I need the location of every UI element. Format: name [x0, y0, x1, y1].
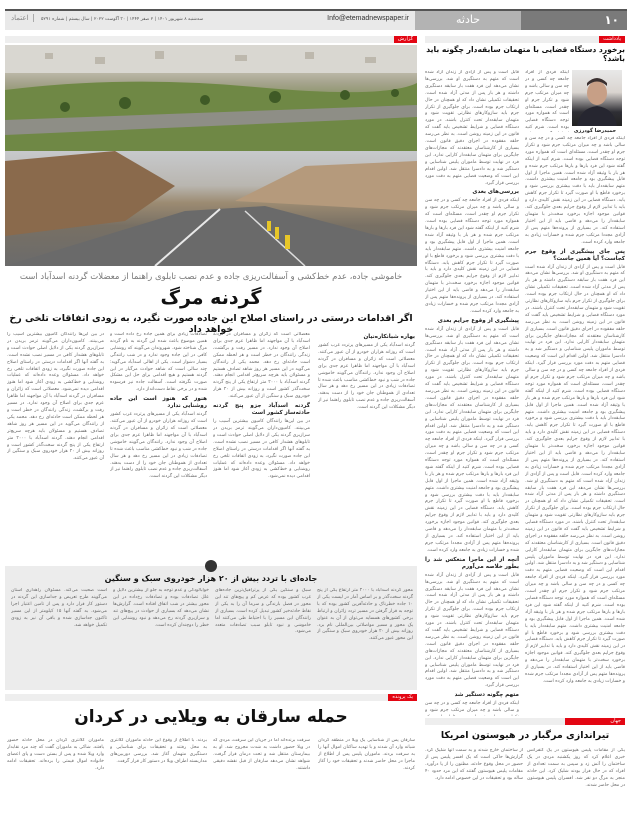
newspaper-logo: اعتماد	[11, 14, 34, 22]
box-title: جاده‌ای با تردد بیش از ۲۰ هزار خودروی سبک و سنگین	[104, 574, 318, 583]
note-label-bar	[425, 36, 625, 43]
column-text: قابل است و پس از آزادی از زندان آزاد شده است که متهم به دستگیری او شد. بررسی‌ها نشان می‌دهد این فرد هفت بار سابقه دستگیری داشته و هر بار پس از مدتی آزاد شده است. تحقیقات تکمیلی نشان داد که او همچنان در حال ارتکاب جرم بوده است. برای جلوگیری از تکرار جرم باید سازوکارهای نظارتی تقویت شود و متهمان سابقه‌دار تحت کنترل باشند. در مورد دستگاه قضایی و شرایط تشخیص باید گفت که قانون در این زمینه روشن است. به نظر می‌رسد حلقه مفقوده در اجرای دقیق قانون است. بسیاری از کارشناسان معتقدند که مجازات‌های جایگزین برای متهمان سابقه‌دار کارایی ندارد. این فرد در نهایت توسط ماموران پلیس شناسایی و دستگیر شد و به دادسرا منتقل شد. اولین اقدام این است که وضعیت قضایی متهم به دقت مورد بررسی قرار گیرد.	[425, 70, 519, 186]
author-name: حمیدرضا گودرزی	[573, 128, 617, 134]
report-column-3	[110, 332, 207, 560]
box-column-2: سبک و سنگین یکی از پرترافیک‌ترین جاده‌های غرب کشور بوده که عرض کم و پیچ‌های تند این محور در فصل بارندگی و سرما آن را به یکی از نقاط حادثه‌خیز کشور تبدیل کرده است. بسیاری از رانندگان این مسیر را با احتیاط طی می‌کنند اما خاموشی و نبود تابلو سبب تصادفات متعدد می‌شود.	[215, 588, 311, 635]
case-label-bar	[5, 694, 417, 701]
case-column-2: سرقت برنده‌اند اما در جریان این سرقت، مردی که در ویلا حضور داشت به شدت مجروح شد. او به بیمارستان منتقل شد و تحت درمان قرار گرفت. شواهد نشان می‌دهد سارقان از قبل نقشه دقیقی داشتند.	[213, 738, 310, 771]
report-subheadline: اگر اقدامات درستی در راستای اصلاح این جاده صورت نگیرد، به زودی اتفاقات تلخی رخ خواهد داد	[9, 313, 413, 335]
page-number: ۱۰	[521, 11, 627, 30]
report-photo-town	[5, 45, 417, 151]
report-label: گزارش	[394, 36, 417, 43]
note-subhead-4: آنچه از این ماجرا منعکس شد را بطور خلاصه می‌آورم	[425, 556, 519, 570]
column-text: قابل است و پس از آزادی از زندان آزاد شده است که متهم به دستگیری او شد. بررسی‌ها نشان می‌دهد این فرد هفت بار سابقه دستگیری داشته و هر بار پس از مدتی آزاد شده است. تحقیقات تکمیلی نشان داد که او همچنان در حال ارتکاب جرم بوده است. برای جلوگیری از تکرار جرم باید سازوکارهای نظارتی تقویت شود و متهمان سابقه‌دار تحت کنترل باشند. در مورد دستگاه قضایی و شرایط تشخیص باید گفت که قانون در این زمینه روشن است. به نظر می‌رسد حلقه مفقوده در اجرای دقیق قانون است. بسیاری از کارشناسان معتقدند که مجازات‌های جایگزین برای متهمان سابقه‌دار کارایی ندارد. این فرد در نهایت توسط ماموران پلیس شناسایی و دستگیر شد و به دادسرا منتقل شد. اولین اقدام این است که وضعیت قضایی متهم به دقت مورد بررسی قرار گیرد.	[525, 471, 625, 581]
note-subhead-5: متهم چگونه دستگیر شد	[454, 692, 519, 699]
note-subhead-3: پس جای پیشگیری از وقوع جرم کجاست؟ آیا همین جاست؟	[525, 248, 625, 262]
case-headline: حمله سارقان به ویلایی در کردان	[74, 707, 348, 727]
column-text: اینکه فردی از افراد جامعه چه کسی و در چه سن و سالی باشد و چه میزان مرتکب جرم شود و	[425, 701, 519, 714]
box-column-3: خوابآلودگی و عدم توجه به جلو از بیشترین دلایل و علل تصادفات بوده و تصادفات رخ‌داده در این محور بیشتر در شب اتفاق افتاده است. گزارش‌ها نشان می‌دهد که بسیاری از حوادث در پیچ‌های تند و سرازیری گردنه رخ می‌دهد و نبود روشنایی این خطر را دوچندان کرده است.	[113, 588, 209, 628]
world-column-2: از ساختمان خارج شدند و به سمت آنها شلیک کرد. گزارش‌ها حاکی است که یک افسر پلیس پس از حضور در محل وقوع حادثه، مظنون را از پا درآورد. مقامات پلیس هیوستون گفتند که این مرد حدود ۴۰ ساله بود و تحقیقات در این خصوص ادامه دارد.	[425, 748, 523, 781]
column-text: در بین این‌ها رانندگان کامیون بیشترین آسیب را می‌بینند. کامیون‌داران می‌گویند ترمز بریدن در سرازیری گردنه یکی از دلایل اصلی حوادث است و تابلوهای هشدار کافی در مسیر نصب نشده است. به گفته آنها اگر اقدامات درستی در راستای اصلاح این جاده صورت نگیرد، به زودی اتفاقات تلخی رخ خواهد داد. مسئولان وعده داده‌اند که عملیات روشنایی و خط‌کشی به زودی آغاز شود اما هنوز اقدامی دیده نمی‌شود.	[7, 332, 104, 393]
case-column-4: ماموران کلانتری کردان در محل حادثه حضور یافتند. شاکی به ماموران گفت که چند مرد نقابدار وارد ویلا شده و پس از بستن دست و پای اعضای خانواده اموال قیمتی را برده‌اند. تحقیقات ادامه دارد.	[7, 738, 104, 771]
box-column-4: است صحبت می‌کند. مسئولان راهداری استان می‌گویند طرح تعریض و جداسازی این گردنه در دستور کار قرار دارد و پس از تامین اعتبار اجرا می‌شود. به گفته آنها ۱۵ کیلومتر از این مسیر تاکنون جداسازی شده و باقی آن نیز به زودی تکمیل خواهد شد.	[11, 588, 107, 628]
road-image	[5, 151, 417, 266]
note-subhead-1: بررسی‌های بعدی	[472, 189, 519, 196]
column-text: اینکه فردی از افراد جامعه چه کسی و در چه سن و سالی باشد و چه میزان مرتکب جرم شود و تکرار جرم او چقدر است، مسئله‌ای است که همواره مورد توجه دستگاه قضایی بوده است. شرم کنید از اینکه گفته شود این فرد بارها و بارها مرتکب جرم شده و هر بار با وثیقه آزاد شده است. همین ماجرا از اول قابل پیشگیری بود و جامعه امنیت بیشتری داشت. متهم سابقه‌دار باید با دقت بیشتری بررسی شود و برخورد قاطع با او صورت گیرد تا تکرار جرم کاهش یابد. دستگاه قضایی در این زمینه نقش کلیدی دارد و باید با تدابیر لازم از وقوع جرایم بعدی جلوگیری کند. قوانین موجود اجازه برخورد سخت‌تر با متهمان سابقه‌دار را می‌دهد و قاضی باید از این اختیار استفاده کند. در بسیاری از پرونده‌ها متهم پس از آزادی مجددا مرتکب جرم شده و خسارات زیادی به جامعه وارد کرده است.	[425, 437, 519, 553]
note-headline: برخورد دستگاه قضایی با متهمان سابقه‌دار چگونه باید باشد؟	[426, 45, 625, 63]
landscape-image	[5, 45, 417, 151]
column-text: اینکه فردی از افراد جامعه چه کسی و در چه سن و سالی باشد و چه میزان مرتکب جرم شود و تکرار جرم او چقدر است، مسئله‌ای است که همواره مورد توجه دستگاه قضایی بوده است. شرم کنید از اینکه گفته شود این فرد بارها و بارها مرتکب جرم شده و هر بار با وثیقه آزاد شده است. همین ماجرا از اول قابل پیشگیری بود و جامعه امنیت بیشتری داشت. متهم سابقه‌دار باید با دقت بیشتری بررسی شود و برخورد قاطع با او صورت گیرد تا تکرار جرم کاهش یابد. دستگاه قضایی در این زمینه نقش کلیدی دارد و باید با تدابیر لازم از وقوع جرایم بعدی جلوگیری کند. قوانین موجود اجازه برخورد سخت‌تر با متهمان سابقه‌دار را می‌دهد و قاضی باید از این اختیار استفاده کند. در بسیاری از پرونده‌ها متهم پس از آزادی مجددا مرتکب جرم شده و خسارات زیادی به جامعه وارد کرده است.	[425, 198, 519, 314]
box-marker-icon	[205, 560, 217, 572]
report-subhead-2: هنوز که هنوز است این جاده روشنایی ندارد	[110, 396, 207, 410]
world-label: جهان	[565, 718, 625, 725]
email-link[interactable]: Info@etemadnewspaper.ir	[327, 15, 409, 22]
page-header	[5, 9, 627, 30]
column-text: معضلاتی است که زائران و مسافران در گردنه اسدآباد با آن مواجهند اما ظاهرا عزم جدی برای اصلاح آن وجود ندارد. در مسیر رفت و برگشت، زندگی رانندگان در خطر است و هر لحظه ممکن است حادثه‌ای رخ دهد. محمد یکی از رانندگان می‌گوید در این مسیر هر روز شاهد تصادف هستیم و مسئولان باید هرچه سریع‌تر اقدامی انجام دهند. گردنه اسدآباد با ۲۰۰۰ متر ارتفاع یکی از پنج گردنه سخت‌گذر کشور است و روزانه بیش از ۲۰ هزار خودروی سبک و سنگین از آن عبور می‌کنند.	[7, 387, 104, 462]
world-label-bar	[425, 718, 625, 725]
note-label: یادداشت	[599, 36, 625, 43]
report-photo-road	[5, 151, 417, 266]
report-headline: گردنه مرگ	[160, 287, 262, 309]
column-text: گردنه اسدآباد یکی از مسیرهای پرتردد غرب کشور است که روزانه هزاران خودرو از آن عبور می‌کنند. معضلاتی است که زائران و مسافران در گردنه اسدآباد با آن مواجهند اما ظاهرا عزم جدی برای اصلاح آن وجود ندارد. رانندگان می‌گویند خاموشی جاده در شب و نبود خط‌کشی مناسب باعث شده تا تصادفات زیادی در این مسیر رخ دهد و هر سال تعدادی از هموطنان جان خود را از دست بدهند. آسفالت‌ریزی جاده و عدم نصب تابلوی راهنما نیز از دیگر مشکلات این گردنه است.	[110, 412, 207, 480]
case-label: یک پرونده	[388, 694, 417, 701]
case-column-1: سارقان پس از شناسایی یک ویلا در منطقه کردان شبانه وارد آن شدند و با تهدید ساکنان اموال آنها را به سرقت بردند. ماموران پلیس پس از اطلاع از ماجرا در محل حاضر شدند و تحقیقات خود را آغاز کردند.	[318, 738, 415, 771]
box-column-1: محور گردنه اسدآباد با ۲۰۰۰ متر ارتفاع یکی از پنج گردنه سخت‌گذر و بر اساس آمار در لیست یکی از ۱۰ جاده خطرناک و حادثه‌آفرین کشور بوده که با توجه به قرار گرفتن در مسیر تردد زائران و ارتباط برخی کشورهای همسایه می‌توان از آن به عنوان یک محور و مسیر مواصلاتی بین‌المللی نام برد. روزانه بیش از ۲۰ هزار خودروی سبک و سنگین از این محور عبور می‌کنند.	[317, 588, 413, 642]
column-text: قابل است و پس از آزادی از زندان آزاد شده است که متهم به دستگیری او شد. بررسی‌ها نشان می‌دهد این فرد هفت بار سابقه دستگیری داشته و هر بار پس از مدتی آزاد شده است. تحقیقات تکمیلی نشان داد که او همچنان در حال ارتکاب جرم بوده است. برای جلوگیری از تکرار جرم باید سازوکارهای نظارتی تقویت شود و متهمان سابقه‌دار تحت کنترل باشند. در مورد دستگاه قضایی و شرایط تشخیص باید گفت که قانون در این زمینه روشن است. به نظر می‌رسد حلقه مفقوده در اجرای دقیق قانون است. بسیاری از کارشناسان معتقدند که مجازات‌های جایگزین برای متهمان سابقه‌دار کارایی ندارد. این فرد در نهایت توسط ماموران پلیس شناسایی و دستگیر شد و به دادسرا منتقل شد. اولین اقدام این است که وضعیت قضایی متهم به دقت مورد بررسی قرار گیرد.	[425, 326, 519, 443]
column-text: گردنه اسدآباد یکی از مسیرهای پرتردد غرب کشور است که روزانه هزاران خودرو از آن عبور می‌کنند. معضلاتی است که زائران و مسافران در گردنه اسدآباد با آن مواجهند اما ظاهرا عزم جدی برای اصلاح آن وجود ندارد. رانندگان می‌گویند خاموشی جاده در شب و نبود خط‌کشی مناسب باعث شده تا تصادفات زیادی در این مسیر رخ دهد و هر سال تعدادی از هموطنان جان خود را از دست بدهند. آسفالت‌ریزی جاده و عدم نصب تابلوی راهنما نیز از دیگر مشکلات این گردنه است.	[318, 343, 415, 411]
column-text: اینکه فردی از افراد جامعه چه کسی و در چه سن و سالی باشد و چه میزان مرتکب جرم شود و تکرار جرم او چقدر است، مسئله‌ای است که همواره مورد توجه دستگاه قضایی بوده است. شرم کنید از اینکه گفته شود این فرد بارها و بارها مرتکب جرم شده و هر بار با وثیقه آزاد شده است. همین ماجرا از اول قابل پیشگیری بود و جامعه امنیت بیشتری داشت. متهم سابقه‌دار باید با دقت بیشتری بررسی شود و برخورد قاطع با او صورت گیرد تا تکرار جرم کاهش یابد. دستگاه قضایی در این زمینه نقش کلیدی دارد و باید با تدابیر لازم از وقوع جرایم بعدی جلوگیری کند. قوانین موجود اجازه برخورد سخت‌تر با متهمان سابقه‌دار را می‌دهد و قاضی باید از این اختیار استفاده کند. در بسیاری از پرونده‌ها متهم پس از آزادی مجددا مرتکب جرم شده و خسارات زیادی به جامعه وارد کرده است.	[525, 361, 625, 477]
note-intro: اینکه فردی از افراد جامعه چه کسی و در چه سن و سالی باشد و چه میزان مرتکب جرم شود و تکرار جرم او چقدر است، مسئله‌ای است که همواره مورد توجه دستگاه قضایی بوده است. شرم کنید	[525, 70, 569, 131]
report-column-1	[318, 332, 415, 560]
report-subhead-1: گردنه اسدآباد جزو پنج گردنه حادثه‌ساز کشور است	[213, 403, 310, 417]
column-text: تصادفات زیادی برای همین جاده رخ داده است و همین موضوع باعث شده این گردنه به نام گردنه مرگ شناخته شود. شهروندان می‌گویند که روشنایی کافی در این جاده وجود ندارد و در شب رانندگی بسیار دشوار است. یکی از اهالی اسدآباد می‌گوید: چند سالی است که شاهد حوادث مرگبار در این گردنه هستیم و هیچ اقدامی برای حل این مشکل صورت نگرفته است. آسفالت جاده نیز فرسوده شده و در برخی نقاط دست‌انداز دارد.	[110, 332, 207, 393]
note-column-1	[525, 136, 625, 716]
column-text: اینکه فردی از افراد جامعه چه کسی و در چه سن و سالی باشد و چه میزان مرتکب جرم شود و تکرار جرم او چقدر است، مسئله‌ای است که همواره مورد توجه دستگاه قضایی بوده است. شرم کنید از اینکه گفته شود این فرد بارها و بارها مرتکب جرم شده و هر بار با وثیقه آزاد شده است. همین ماجرا از اول قابل پیشگیری بود و جامعه امنیت بیشتری داشت. متهم سابقه‌دار باید با دقت بیشتری بررسی شود و برخورد قاطع با او صورت گیرد تا تکرار جرم کاهش یابد. دستگاه قضایی در این زمینه نقش کلیدی دارد و باید با تدابیر لازم از وقوع جرایم بعدی جلوگیری کند. قوانین موجود اجازه برخورد سخت‌تر با متهمان سابقه‌دار را می‌دهد و قاضی باید از این اختیار استفاده کند. در بسیاری از پرونده‌ها متهم پس از آزادی مجددا مرتکب جرم شده و خسارات زیادی به جامعه وارد کرده است.	[525, 136, 625, 245]
info-box	[5, 566, 417, 690]
issue-date: سه‌شنبه ۸ شهریور ۱۴۰۱ | ۲ صفر ۱۴۴۴ | ۳۰ آگوست ۲۰۲۲ | سال بیستم | شماره ۵۲۹۱	[41, 17, 204, 22]
note-column-2	[425, 70, 519, 716]
column-text: در بین این‌ها رانندگان کامیون بیشترین آسیب را می‌بینند. کامیون‌داران می‌گویند ترمز بریدن در سرازیری گردنه یکی از دلایل اصلی حوادث است و تابلوهای هشدار کافی در مسیر نصب نشده است. به گفته آنها اگر اقدامات درستی در راستای اصلاح این جاده صورت نگیرد، به زودی اتفاقات تلخی رخ خواهد داد. مسئولان وعده داده‌اند که عملیات روشنایی و خط‌کشی به زودی آغاز شود اما هنوز اقدامی دیده نمی‌شود.	[213, 419, 310, 480]
report-column-4	[7, 332, 104, 560]
section-title: حادثه	[415, 11, 521, 30]
report-kicker: خاموشی جاده، عدم خط‌کشی و آسفالت‌ریزی جاده و عدم نصب تابلوی راهنما از معضلات گردنه اسدآباد است	[19, 272, 403, 282]
column-text: قابل است و پس از آزادی از زندان آزاد شده است که متهم به دستگیری او شد. بررسی‌ها نشان می‌دهد این فرد هفت بار سابقه دستگیری داشته و هر بار پس از مدتی آزاد شده است. تحقیقات تکمیلی نشان داد که او همچنان در حال ارتکاب جرم بوده است. برای جلوگیری از تکرار جرم باید سازوکارهای نظارتی تقویت شود و متهمان سابقه‌دار تحت کنترل باشند. در مورد دستگاه قضایی و شرایط تشخیص باید گفت که قانون در این زمینه روشن است. به نظر می‌رسد حلقه مفقوده در اجرای دقیق قانون است. بسیاری از کارشناسان معتقدند که مجازات‌های جایگزین برای متهمان سابقه‌دار کارایی ندارد. این فرد در نهایت توسط ماموران پلیس شناسایی و دستگیر شد و به دادسرا منتقل شد. اولین اقدام این است که وضعیت قضایی متهم به دقت مورد بررسی قرار گیرد.	[425, 572, 519, 689]
report-column-2	[213, 332, 310, 560]
world-headline: تیراندازی مرگبار در هیوستون امریکا	[440, 730, 610, 741]
author-photo	[572, 70, 622, 126]
column-text: معضلاتی است که زائران و مسافران در گردنه اسدآباد با آن مواجهند اما ظاهرا عزم جدی برای اصلاح آن وجود ندارد. در مسیر رفت و برگشت، زندگی رانندگان در خطر است و هر لحظه ممکن است حادثه‌ای رخ دهد. محمد یکی از رانندگان می‌گوید در این مسیر هر روز شاهد تصادف هستیم و مسئولان باید هرچه سریع‌تر اقدامی انجام دهند. گردنه اسدآباد با ۲۰۰۰ متر ارتفاع یکی از پنج گردنه سخت‌گذر کشور است و روزانه بیش از ۲۰ هزار خودروی سبک و سنگین از آن عبور می‌کنند.	[213, 332, 310, 400]
note-subhead-2: پیشگیری از وقوع جرایم بعدی	[437, 317, 519, 324]
column-text: اینکه فردی از افراد جامعه چه کسی و در چه سن و سالی باشد و چه میزان مرتکب جرم شود و تکرار جرم او چقدر است، مسئله‌ای است که همواره مورد توجه دستگاه قضایی بوده است. شرم کنید از اینکه گفته شود این فرد بارها و بارها مرتکب جرم شده و هر بار با وثیقه آزاد شده است. همین ماجرا از اول قابل پیشگیری بود و جامعه امنیت بیشتری داشت. متهم سابقه‌دار باید با دقت بیشتری بررسی شود و برخورد قاطع با او صورت گیرد تا تکرار جرم کاهش یابد. دستگاه قضایی در این زمینه نقش کلیدی دارد و باید با تدابیر لازم از وقوع جرایم بعدی جلوگیری کند. قوانین موجود اجازه برخورد سخت‌تر با متهمان سابقه‌دار را می‌دهد و قاضی باید از این اختیار استفاده کند. در بسیاری از پرونده‌ها متهم پس از آزادی مجددا مرتکب جرم شده و خسارات زیادی به جامعه وارد کرده است.	[525, 575, 625, 684]
case-column-3: بردند. با اطلاع از وقوع این حادثه ماموران کلانتری به محل رفتند و تحقیقات برای شناسایی و دستگیری متهمان آغاز شد. بررسی دوربین‌های مداربسته اطراف ویلا در دستور کار قرار گرفت.	[110, 738, 207, 764]
report-label-bar	[5, 36, 417, 43]
column-text: قابل است و پس از آزادی از زندان آزاد شده است که متهم به دستگیری او شد. بررسی‌ها نشان می‌دهد این فرد هفت بار سابقه دستگیری داشته و هر بار پس از مدتی آزاد شده است. تحقیقات تکمیلی نشان داد که او همچنان در حال ارتکاب جرم بوده است. برای جلوگیری از تکرار جرم باید سازوکارهای نظارتی تقویت شود و متهمان سابقه‌دار تحت کنترل باشند. در مورد دستگاه قضایی و شرایط تشخیص باید گفت که قانون در این زمینه روشن است. به نظر می‌رسد حلقه مفقوده در اجرای دقیق قانون است. بسیاری از کارشناسان معتقدند که مجازات‌های جایگزین برای متهمان سابقه‌دار کارایی ندارد. این فرد در نهایت توسط ماموران پلیس شناسایی و دستگیر شد و به دادسرا منتقل شد. اولین اقدام این است که وضعیت قضایی متهم به دقت مورد بررسی قرار گیرد.	[525, 264, 625, 367]
report-byline: بهاره شبانکاره‌نیان	[363, 334, 415, 340]
world-column-1: یکی از مقامات پلیس هیوستون در یک کنفرانس خبری اعلام کرد که روز یکشنبه مردی در یک ساختمان را آتش زد و سپس به سمت تعدادی از افراد که در حال فرار بودند شلیک کرد. این حادثه منجر به مرگ دو نفر شد. افسران پلیس هیوستون در محل حاضر شدند.	[527, 748, 625, 788]
